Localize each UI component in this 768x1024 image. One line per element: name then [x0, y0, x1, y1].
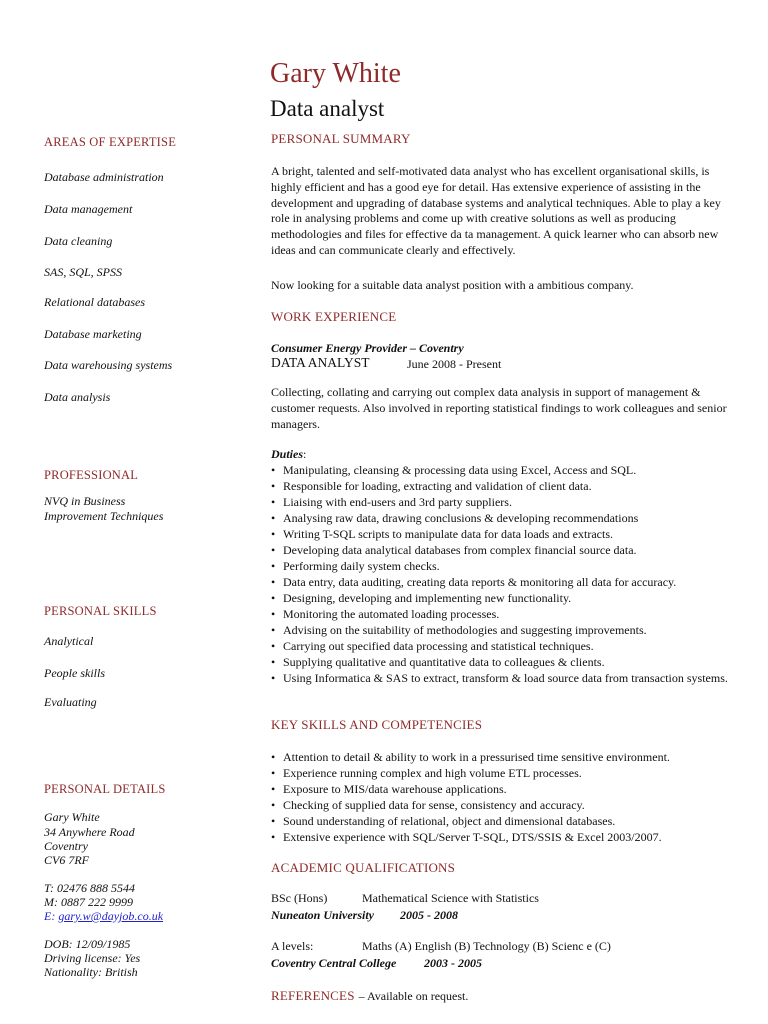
key-skills-heading: KEY SKILLS AND COMPETENCIES — [271, 717, 483, 732]
alevels-subjects: Maths (A) English (B) Technology (B) Scienc e (C) — [362, 939, 611, 953]
duty-item: • Supplying qualitative and quantitative data to colleagues & clients. — [271, 654, 741, 670]
professional-line: NVQ in Business — [44, 494, 126, 508]
address-line: CV6 7RF — [44, 853, 89, 867]
candidate-name: Gary White — [270, 58, 401, 89]
duties-label: Duties — [271, 447, 304, 461]
summary-paragraph: A bright, talented and self-motivated data analyst who has excellent organisational skills, is highly efficient and has a good eye for detail. Has extensive experience of assisting in the development and upgrading of database systems and analytical techniques. Able to play a key role in analysing problems and come up with creative solutions as well as producing methodologies and files for effective da ta management. A quick learner who can absorb new ideas and can communicate clearly and effectively. — [271, 164, 721, 257]
duty-item: • Using Informatica & SAS to extract, transform & load source data from transaction systems. — [271, 670, 741, 686]
professional-line: Improvement Techniques — [44, 509, 164, 523]
details-heading: PERSONAL DETAILS — [44, 782, 166, 796]
email-label: E: — [44, 909, 56, 923]
skill-item: Evaluating — [44, 695, 97, 709]
duty-item: • Responsible for loading, extracting and validation of client data. — [271, 478, 741, 494]
professional-heading: PROFESSIONAL — [44, 468, 139, 482]
college-dates: 2003 - 2005 — [424, 956, 482, 970]
duty-item: • Developing data analytical databases from complex financial source data. — [271, 542, 741, 558]
key-skill-item: • Experience running complex and high volume ETL processes. — [271, 765, 741, 781]
expertise-item: Data cleaning — [44, 234, 113, 248]
skills-heading: PERSONAL SKILLS — [44, 604, 157, 618]
address-line: Coventry — [44, 839, 88, 853]
key-skill-item: • Exposure to MIS/data warehouse applications. — [271, 781, 741, 797]
references-heading: REFERENCES — [271, 988, 355, 1003]
key-skill-item: • Extensive experience with SQL/Server T-SQL, DTS/SSIS & Excel 2003/2007. — [271, 829, 741, 845]
key-skill-item: • Sound understanding of relational, object and dimensional databases. — [271, 813, 741, 829]
job-title: DATA ANALYST — [271, 355, 370, 370]
duties-label-row: Duties: — [271, 447, 307, 461]
work-heading: WORK EXPERIENCE — [271, 309, 397, 324]
driving-license: Driving license: Yes — [44, 951, 141, 965]
expertise-item: Database marketing — [44, 327, 142, 341]
references-row — [271, 987, 468, 1005]
duty-item: • Analysing raw data, drawing conclusions & developing recommendations — [271, 510, 741, 526]
employer: Consumer Energy Provider – Coventry — [271, 341, 464, 355]
duty-item: • Performing daily system checks. — [271, 558, 741, 574]
duty-item: • Writing T-SQL scripts to manipulate data for data loads and extracts. — [271, 526, 741, 542]
email-row — [44, 909, 163, 924]
expertise-item: Relational databases — [44, 295, 145, 309]
summary-goal: Now looking for a suitable data analyst position with a ambitious company. — [271, 278, 634, 292]
email-link[interactable]: gary.w@dayjob.co.uk — [58, 909, 164, 923]
address-line: Gary White — [44, 810, 100, 824]
university-dates: 2005 - 2008 — [400, 908, 458, 922]
duty-item: • Liaising with end-users and 3rd party suppliers. — [271, 494, 741, 510]
phone-number: T: 02476 888 5544 — [44, 881, 136, 895]
university: Nuneaton University — [271, 908, 375, 922]
duty-item: • Manipulating, cleansing & processing data using Excel, Access and SQL. — [271, 462, 741, 478]
expertise-item: Data warehousing systems — [44, 358, 173, 372]
nationality: Nationality: British — [44, 965, 138, 979]
alevels-label: A levels: — [271, 939, 314, 953]
job-description: Collecting, collating and carrying out complex data analysis in support of management & customer requests. Also involved in reporting statistical findings to work colleagues and senior managers. — [271, 385, 727, 431]
address-line: 34 Anywhere Road — [44, 825, 135, 839]
duty-item: • Carrying out specified data processing and statistical techniques. — [271, 638, 741, 654]
job-dates: June 2008 - Present — [407, 357, 502, 371]
duty-item: • Designing, developing and implementing new functionality. — [271, 590, 741, 606]
degree-subject: Mathematical Science with Statistics — [362, 891, 539, 905]
expertise-item: Database administration — [44, 170, 164, 184]
expertise-heading: AREAS OF EXPERTISE — [44, 135, 177, 149]
expertise-item: SAS, SQL, SPSS — [44, 265, 122, 279]
academic-heading: ACADEMIC QUALIFICATIONS — [271, 860, 456, 875]
key-skill-item: • Checking of supplied data for sense, consistency and accuracy. — [271, 797, 741, 813]
candidate-role: Data analyst — [270, 96, 385, 121]
duties-list — [271, 462, 741, 686]
skill-item: Analytical — [44, 634, 94, 648]
mobile-number: M: 0887 222 9999 — [44, 895, 133, 909]
references-text: – Available on request. — [358, 989, 469, 1003]
skill-item: People skills — [44, 666, 105, 680]
date-of-birth: DOB: 12/09/1985 — [44, 937, 131, 951]
duty-item: • Monitoring the automated loading processes. — [271, 606, 741, 622]
duty-item: • Data entry, data auditing, creating data reports & monitoring all data for accuracy. — [271, 574, 741, 590]
key-skill-item: • Attention to detail & ability to work in a pressurised time sensitive environment. — [271, 749, 741, 765]
key-skills-list — [271, 749, 741, 845]
expertise-item: Data management — [44, 202, 133, 216]
college: Coventry Central College — [271, 956, 397, 970]
duty-item: • Advising on the suitability of methodologies and suggesting improvements. — [271, 622, 741, 638]
degree-label: BSc (Hons) — [271, 891, 328, 905]
expertise-item: Data analysis — [44, 390, 111, 404]
summary-heading: PERSONAL SUMMARY — [271, 131, 411, 146]
